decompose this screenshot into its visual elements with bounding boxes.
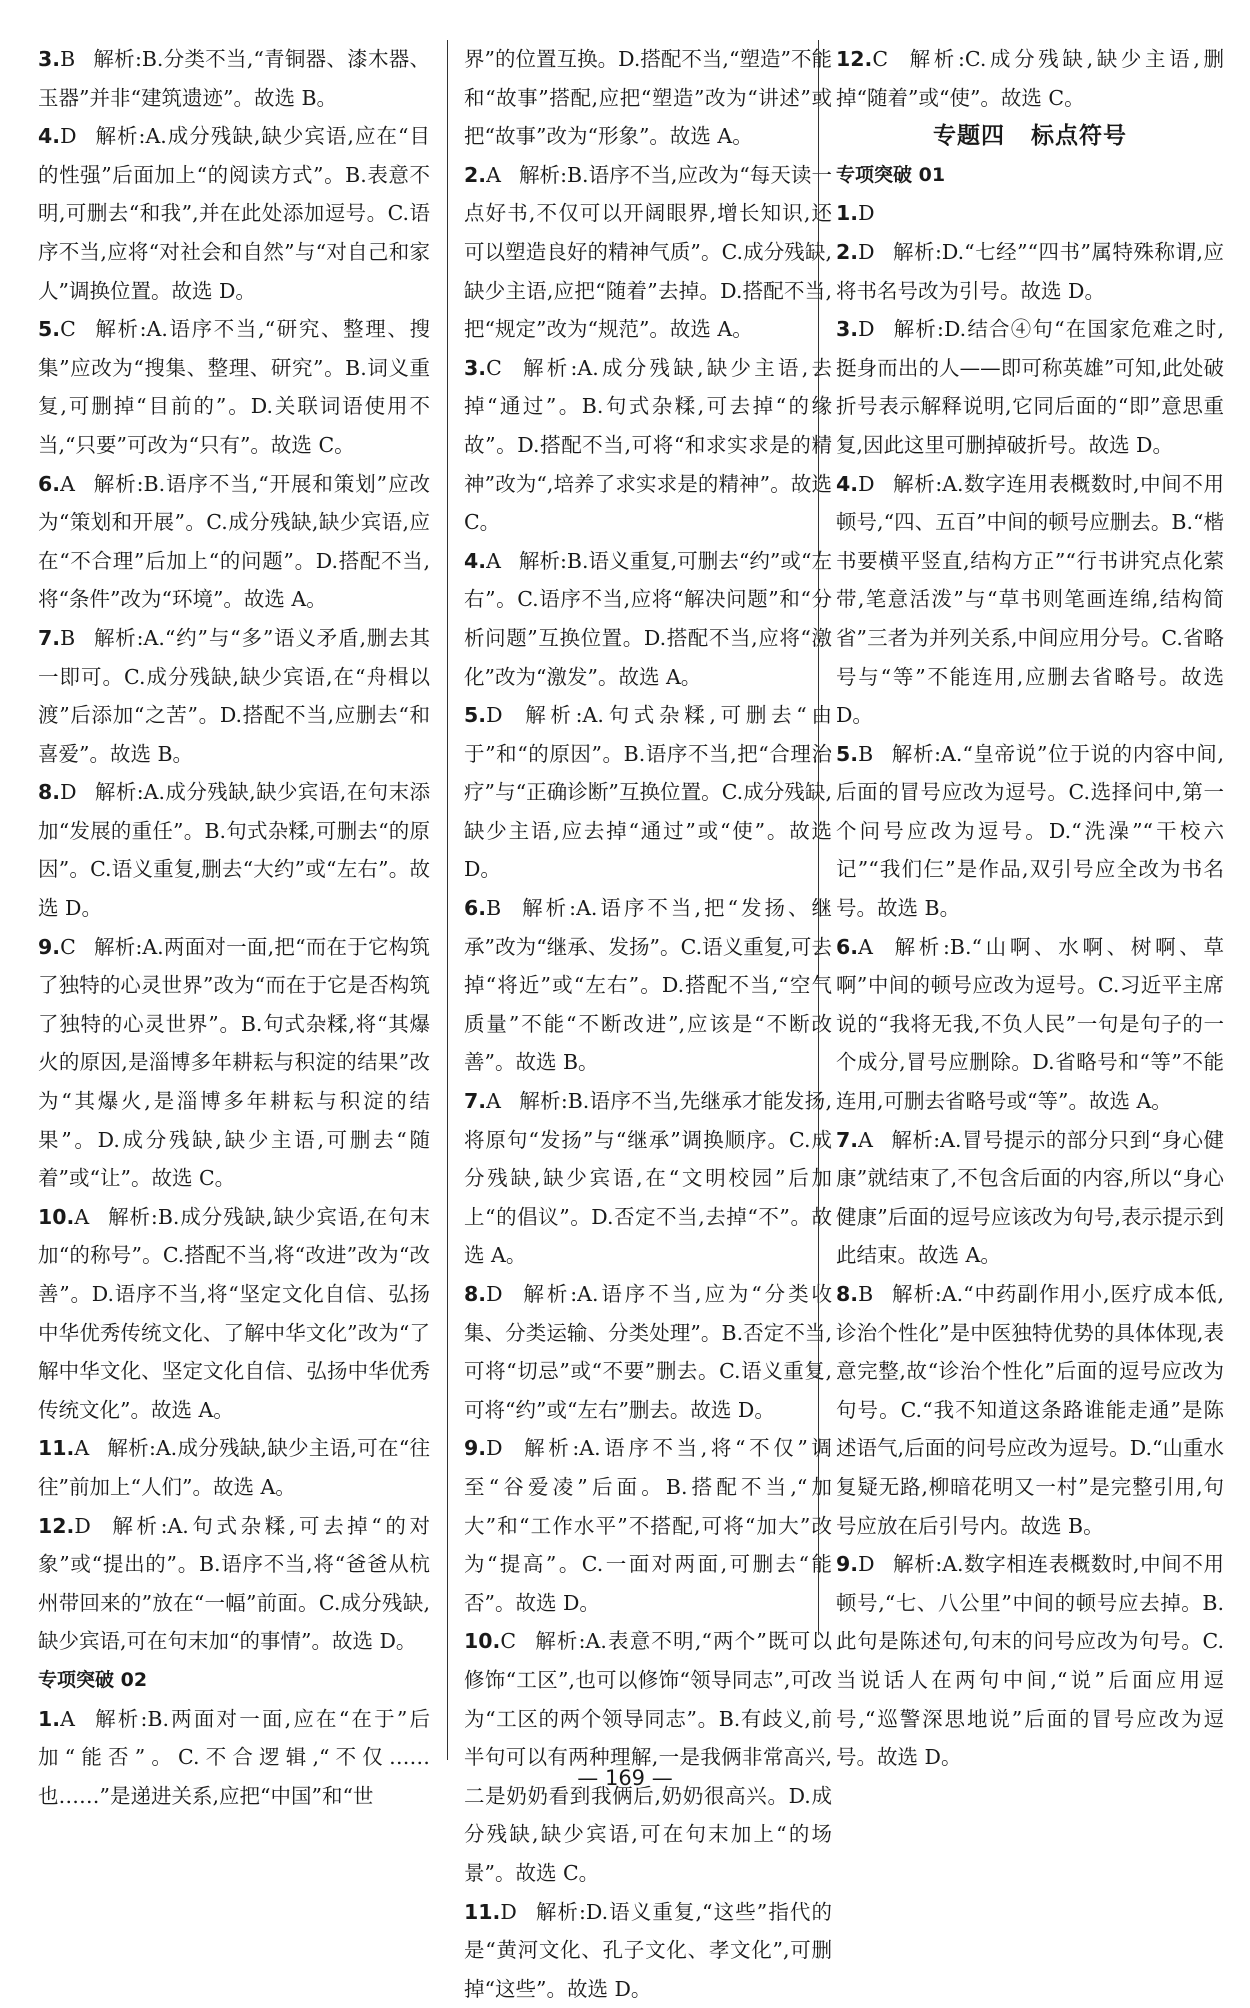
explanation-text: 解析:A.“皇帝说”位于说的内容中间,后面的冒号应改为逗号。C.选择问中,第一个问号应改为逗号。D.“洗澡”“干校六记”“我们仨”是作品,双引号应全改为书名号。故选 B。	[836, 742, 1224, 920]
answer-choice: D	[858, 240, 874, 264]
explanation-text: 解析:A.表意不明,“两个”既可以修饰“工区”,也可以修饰“领导同志”,可改为“工区的两个领导同志”。B.有歧义,前半句可以有两种理解,一是我俩非常高兴,二是奶奶看到我俩后,奶奶很高兴。D.成分残缺,缺少宾语,可在句末加上“的场景”。故选 C。	[464, 1629, 832, 1885]
answer-choice: A	[60, 472, 75, 496]
column-divider	[818, 40, 819, 1635]
answer-item	[464, 542, 832, 696]
answer-choice: D	[500, 1900, 516, 1924]
answer-choice: B	[486, 896, 501, 920]
topic-number: 专题四	[933, 123, 1005, 149]
column-divider	[447, 40, 448, 1760]
answer-item	[464, 1275, 832, 1429]
answer-choice: D	[74, 1514, 90, 1538]
explanation-text: 解析:D.结合④句“在国家危难之时,挺身而出的人——即可称英雄”可知,此处破折号表示解释说明,它同后面的“即”意思重复,因此这里可删掉破折号。故选 D。	[836, 317, 1224, 457]
answer-item	[836, 40, 1224, 117]
answer-choice: B	[60, 626, 75, 650]
answer-choice: C	[486, 356, 502, 380]
answer-choice: A	[486, 1089, 501, 1113]
question-number: 6.	[38, 472, 60, 496]
answer-item	[38, 773, 430, 927]
answer-item	[464, 40, 832, 156]
answer-choice: D	[858, 201, 874, 225]
question-number: 10.	[38, 1205, 74, 1229]
answer-choice: C	[60, 317, 76, 341]
question-number: 9.	[38, 935, 60, 959]
explanation-text: 解析:A.句式杂糅,可删去“由于”和“的原因”。B.语序不当,把“合理治疗”与“正确诊断”互换位置。C.成分残缺,缺少主语,应去掉“通过”或“使”。故选 D。	[464, 703, 832, 881]
answer-item	[836, 194, 1224, 233]
answer-item	[38, 1429, 430, 1506]
answer-choice: A	[486, 549, 501, 573]
question-number: 4.	[38, 124, 60, 148]
answer-choice: B	[858, 1282, 873, 1306]
explanation-text: 解析:B.语序不当,“开展和策划”应改为“策划和开展”。C.成分残缺,缺少宾语,应在“不合理”后加上“的问题”。D.搭配不当,将“条件”改为“环境”。故选 A。	[38, 472, 430, 612]
answer-column-1	[38, 40, 430, 1815]
answer-choice: D	[858, 1552, 874, 1576]
explanation-text: 解析:C.成分残缺,缺少主语,删掉“随着”或“使”。故选 C。	[836, 47, 1224, 110]
question-number: 2.	[836, 240, 858, 264]
question-number: 7.	[464, 1089, 486, 1113]
answer-item	[464, 156, 832, 349]
answer-item	[38, 1198, 430, 1430]
answer-item	[38, 40, 430, 117]
answer-item	[38, 1700, 430, 1816]
answer-item	[464, 696, 832, 889]
explanation-text: 解析:B.两面对一面,应在“在于”后加“能否”。C.不合逻辑,“不仅……也……”是递进关系,应把“中国”和“世	[38, 1707, 430, 1808]
answer-item	[38, 619, 430, 773]
page-number: — 169 —	[0, 1766, 1250, 1790]
answer-item	[38, 465, 430, 619]
question-number: 8.	[38, 780, 60, 804]
answer-item	[38, 310, 430, 464]
explanation-text: 解析:B.语义重复,可删去“约”或“左右”。C.语序不当,应将“解决问题”和“分析问题”互换位置。D.搭配不当,应将“激化”改为“激发”。故选 A。	[464, 549, 832, 689]
explanation-text: 解析:D.“七经”“四书”属特殊称谓,应将书名号改为引号。故选 D。	[836, 240, 1224, 303]
question-number: 2.	[464, 163, 486, 187]
answer-choice: D	[858, 472, 874, 496]
explanation-text: 解析:A.成分残缺,缺少主语,可在“往往”前加上“人们”。故选 A。	[38, 1436, 430, 1499]
answer-choice: D	[486, 1436, 502, 1460]
question-number: 7.	[38, 626, 60, 650]
question-number: 10.	[464, 1629, 500, 1653]
section-heading: 专项突破 01	[836, 156, 1224, 195]
explanation-text: 解析:B.语序不当,先继承才能发扬,将原句“发扬”与“继承”调换顺序。C.成分残缺,缺少宾语,在“文明校园”后加上“的倡议”。D.否定不当,去掉“不”。故选 A。	[464, 1089, 832, 1267]
explanation-text: 解析:A.成分残缺,缺少宾语,应在“目的性强”后面加上“的阅读方式”。B.表意不明,可删去“和我”,并在此处添加逗号。C.语序不当,应将“对社会和自然”与“对自己和家人”调换位置。故选 D。	[38, 124, 430, 302]
question-number: 4.	[464, 549, 486, 573]
answer-choice: A	[858, 1128, 873, 1152]
question-number: 1.	[836, 201, 858, 225]
question-number: 9.	[836, 1552, 858, 1576]
answer-item	[836, 735, 1224, 928]
question-number: 9.	[464, 1436, 486, 1460]
explanation-text: 解析:A.数字连用表概数时,中间不用顿号,“四、五百”中间的顿号应删去。B.“楷书要横平竖直,结构方正”“行书讲究点化萦带,笔意活泼”与“草书则笔画连绵,结构简省”三者为并列关系,中间应用分号。C.省略号与“等”不能连用,应删去省略号。故选 D。	[836, 472, 1224, 728]
explanation-text: 解析:B.“山啊、水啊、树啊、草啊”中间的顿号应改为逗号。C.习近平主席说的“我将无我,不负人民”一句是句子的一个成分,冒号应删除。D.省略号和“等”不能连用,可删去省略号或“等”。故选 A。	[836, 935, 1224, 1113]
question-number: 12.	[836, 47, 872, 71]
question-number: 12.	[38, 1514, 74, 1538]
answer-item	[836, 465, 1224, 735]
answer-item	[836, 1121, 1224, 1275]
topic-title: 标点符号	[1031, 123, 1127, 149]
question-number: 8.	[836, 1282, 858, 1306]
answer-choice: A	[60, 1707, 75, 1731]
explanation-text: 解析:A.语序不当,把“发扬、继承”改为“继承、发扬”。C.语义重复,可去掉“将近”或“左右”。D.搭配不当,“空气质量”不能“不断改进”,应该是“不断改善”。故选 B。	[464, 896, 832, 1074]
answer-item	[836, 928, 1224, 1121]
explanation-text: 解析:A.句式杂糅,可去掉“的对象”或“提出的”。B.语序不当,将“爸爸从杭州带回来的”放在“一幅”前面。C.成分残缺,缺少宾语,可在句末加“的事情”。故选 D。	[38, 1514, 430, 1654]
answer-choice: C	[500, 1629, 516, 1653]
answer-item	[464, 1429, 832, 1622]
question-number: 5.	[464, 703, 486, 727]
question-number: 1.	[38, 1707, 60, 1731]
explanation-text: 解析:B.成分残缺,缺少宾语,在句末加“的称号”。C.搭配不当,将“改进”改为“改善”。D.语序不当,将“坚定文化自信、弘扬中华优秀传统文化、了解中华文化”改为“了解中华文化、坚定文化自信、弘扬中华优秀传统文化”。故选 A。	[38, 1205, 430, 1422]
answer-item	[836, 1275, 1224, 1545]
question-number: 5.	[38, 317, 60, 341]
answer-column-3	[836, 40, 1224, 1777]
question-number: 3.	[38, 47, 60, 71]
answer-item	[836, 310, 1224, 464]
answer-item	[836, 233, 1224, 310]
answer-choice: D	[60, 780, 76, 804]
explanation-text: 解析:B.分类不当,“青铜器、漆木器、玉器”并非“建筑遗迹”。故选 B。	[38, 47, 430, 110]
explanation-text: 解析:A.两面对一面,把“而在于它构筑了独特的心灵世界”改为“而在于它是否构筑了独特的心灵世界”。B.句式杂糅,将“其爆火的原因,是淄博多年耕耘与积淀的结果”改为“其爆火,是淄博多年耕耘与积淀的结果”。D.成分残缺,缺少主语,可删去“随着”或“让”。故选 C。	[38, 935, 430, 1191]
question-number: 5.	[836, 742, 858, 766]
question-number: 8.	[464, 1282, 486, 1306]
answer-choice: A	[486, 163, 501, 187]
answer-item	[464, 889, 832, 1082]
section-heading: 专项突破 02	[38, 1661, 430, 1700]
question-number: 11.	[464, 1900, 500, 1924]
answer-choice: D	[486, 1282, 502, 1306]
explanation-text: 界”的位置互换。D.搭配不当,“塑造”不能和“故事”搭配,应把“塑造”改为“讲述”或把“故事”改为“形象”。故选 A。	[464, 47, 832, 148]
answer-item	[464, 1893, 832, 2008]
answer-item	[836, 1545, 1224, 1777]
explanation-text: 解析:D.语义重复,“这些”指代的是“黄河文化、孔子文化、孝文化”,可删掉“这些”。故选 D。	[464, 1900, 832, 2001]
explanation-text: 解析:A.“中药副作用小,医疗成本低,诊治个性化”是中医独特优势的具体体现,表意完整,故“诊治个性化”后面的逗号应改为句号。C.“我不知道这条路谁能走通”是陈述语气,后面的问号应改为逗号。D.“山重水复疑无路,柳暗花明又一村”是完整引用,句号应放在后引号内。故选 B。	[836, 1282, 1224, 1538]
answer-choice: C	[872, 47, 888, 71]
answer-choice: B	[60, 47, 75, 71]
explanation-text: 解析:A.数字相连表概数时,中间不用顿号,“七、八公里”中间的顿号应去掉。B.此句是陈述句,句末的问号应改为句号。C.当说话人在两句中间,“说”后面应用逗号,“巡警深思地说”后面的冒号应改为逗号。故选 D。	[836, 1552, 1224, 1769]
question-number: 3.	[836, 317, 858, 341]
question-number: 7.	[836, 1128, 858, 1152]
answer-item	[38, 117, 430, 310]
answer-item	[464, 1082, 832, 1275]
question-number: 3.	[464, 356, 486, 380]
explanation-text: 解析:A.语序不当,将“不仅”调至“谷爱凌”后面。B.搭配不当,“加大”和“工作水平”不搭配,可将“加大”改为“提高”。C.一面对两面,可删去“能否”。故选 D。	[464, 1436, 832, 1614]
answer-choice: A	[74, 1205, 89, 1229]
answer-item	[464, 1622, 832, 1892]
answer-choice: D	[486, 703, 502, 727]
question-number: 11.	[38, 1436, 74, 1460]
question-number: 4.	[836, 472, 858, 496]
answer-column-2	[464, 40, 832, 2008]
answer-item	[464, 349, 832, 542]
question-number: 6.	[464, 896, 486, 920]
explanation-text: 解析:A.成分残缺,缺少宾语,在句末添加“发展的重任”。B.句式杂糅,可删去“的原因”。C.语义重复,删去“大约”或“左右”。故选 D。	[38, 780, 430, 920]
explanation-text: 解析:A.语序不当,“研究、整理、搜集”应改为“搜集、整理、研究”。B.词义重复,可删掉“目前的”。D.关联词语使用不当,“只要”可改为“只有”。故选 C。	[38, 317, 430, 457]
answer-choice: D	[858, 317, 874, 341]
explanation-text: 解析:A.冒号提示的部分只到“身心健康”就结束了,不包含后面的内容,所以“身心健康”后面的逗号应该改为句号,表示提示到此结束。故选 A。	[836, 1128, 1224, 1268]
answer-choice: B	[858, 742, 873, 766]
answer-item	[38, 928, 430, 1198]
explanation-text: 解析:A.“约”与“多”语义矛盾,删去其一即可。C.成分残缺,缺少宾语,在“舟楫以渡”后添加“之苦”。D.搭配不当,应删去“和喜爱”。故选 B。	[38, 626, 430, 766]
explanation-text: 解析:A.语序不当,应为“分类收集、分类运输、分类处理”。B.否定不当,可将“切忌”或“不要”删去。C.语义重复,可将“约”或“左右”删去。故选 D。	[464, 1282, 832, 1422]
answer-choice: A	[74, 1436, 89, 1460]
question-number: 6.	[836, 935, 858, 959]
explanation-text: 解析:B.语序不当,应改为“每天读一点好书,不仅可以开阔眼界,增长知识,还可以塑造良好的精神气质”。C.成分残缺,缺少主语,应把“随着”去掉。D.搭配不当,把“规定”改为“规范”。故选 A。	[464, 163, 832, 341]
answer-choice: C	[60, 935, 76, 959]
topic-heading	[836, 117, 1224, 156]
explanation-text: 解析:A.成分残缺,缺少主语,去掉“通过”。B.句式杂糅,可去掉“的缘故”。D.搭配不当,可将“和求实求是的精神”改为“,培养了求实求是的精神”。故选 C。	[464, 356, 832, 534]
answer-choice: A	[858, 935, 873, 959]
answer-choice: D	[60, 124, 76, 148]
answer-item	[38, 1507, 430, 1661]
